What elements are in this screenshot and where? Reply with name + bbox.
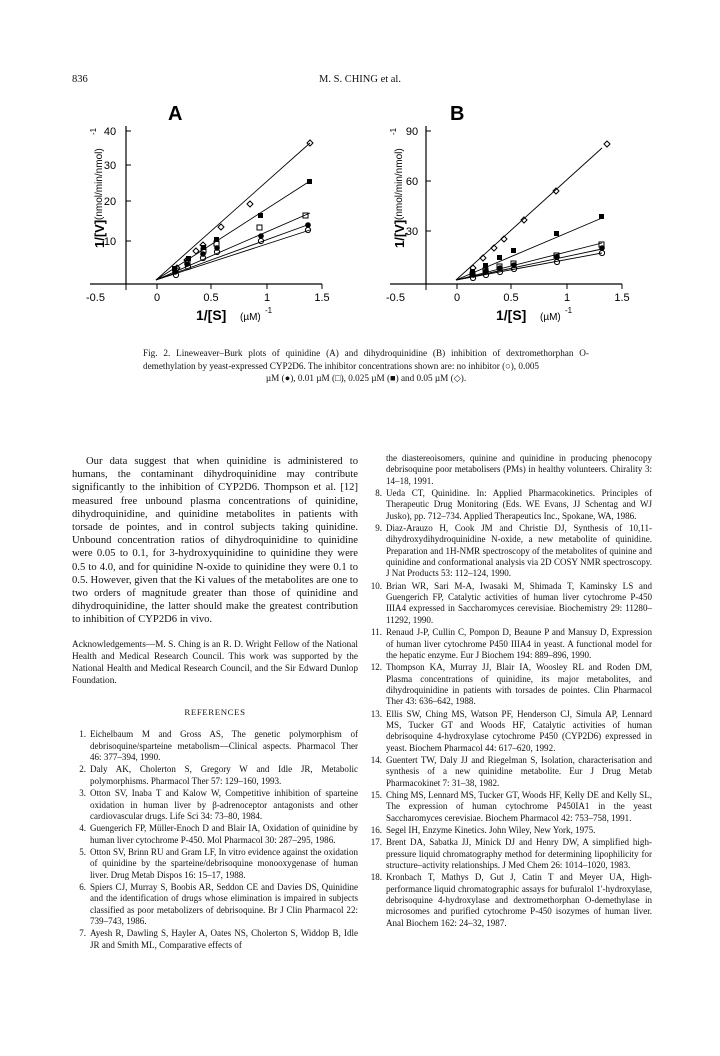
reference-number: 3.	[79, 788, 86, 799]
reference-text: Thompson KA, Murray JJ, Blair IA, Woosley RL and Roden DM, Plasma concentrations of quinidine, its major metabolites, and dihydroquinidine in patients with torsades de pointes. Clin Pharmacol Ther 43: 636–642, 1988.	[386, 662, 652, 707]
figure-caption	[143, 347, 589, 385]
panel-a	[86, 103, 330, 323]
reference-item	[366, 627, 652, 661]
reference-number: 1.	[79, 729, 86, 740]
left-column	[72, 455, 358, 952]
references-list-right	[366, 488, 652, 929]
reference-text: Brent DA, Sabatka JJ, Minick DJ and Henry DW, A simplified high-pressure liquid chromatography method for determining lipophilicity for structure–activity relationships. J Med Chem 26: 1014–1020, 1983.	[386, 837, 652, 871]
acknowledgements: Acknowledgements—M. S. Ching is an R. D. Wright Fellow of the National Health and Medical Research Council. This work was supported by the National Health and Medical Research Council, and the Sir Edward Dunlop Foundation.	[72, 639, 358, 687]
reference-number: 11.	[371, 627, 382, 638]
a-xtick-0: 0	[153, 292, 161, 304]
a-ytick-20: 20	[103, 196, 117, 208]
references-list-left	[72, 729, 358, 951]
a-ytick-40: 40	[103, 126, 117, 138]
b-xlabel-main: 1/[S]	[496, 307, 527, 323]
reference-number: 9.	[375, 523, 382, 534]
reference-text: Ayesh R, Dawling S, Hayler A, Oates NS, Cholerton S, Widdop B, Idle JR and Smith ML, Comparative effects of	[90, 928, 358, 950]
b-ytick-30: 30	[405, 226, 419, 238]
b-xtick-15: 1.5	[614, 292, 630, 304]
reference-number: 8.	[375, 488, 382, 499]
figure-svg	[86, 98, 630, 330]
reference-item	[366, 662, 652, 707]
reference-7-continuation: the diastereoisomers, quinine and quinidine in producing phenocopy debrisoquine poor metabolisers (PMs) in healthy volunteers. Chirality 3: 14–18, 1991.	[386, 453, 652, 486]
reference-text: Ching MS, Lennard MS, Tucker GT, Woods HF, Kelly DE and Kelly SL, The expression of human cytochrome P450IA1 in the yeast Saccharomyces cerevisiae. Biochem Pharmacol 42: 753–758, 1991.	[386, 789, 652, 823]
right-column	[366, 453, 652, 930]
reference-number: 2.	[79, 764, 86, 775]
b-xtick-05: 0.5	[503, 292, 519, 304]
reference-number: 7.	[79, 928, 86, 939]
reference-item	[72, 823, 358, 846]
caption-main: Fig. 2. Lineweaver–Burk plots of quinidine (A) and dihydroquinidine (B) inhibition of dextromethorphan O-demethylation by yeast-expressed CYP2D6. The inhibitor concentrations shown are: no inhibitor (○), 0.005	[143, 348, 589, 371]
reference-text: Guentert TW, Daly JJ and Riegelman S, Isolation, characterisation and synthesis of a new quinidine metabolite. Eur J Drug Metab Pharmacokinet 7: 31–38, 1982.	[386, 754, 652, 788]
reference-text: Diaz-Arauzo H, Cook JM and Christie DJ, Synthesis of 10,11-dihydroxydihydroquinidine N-oxide, a new metabolite of quinidine. Preparation and 1H-NMR spectroscopy of the metabolites of quinine and quinidine and conformational analysis via 2D COSY NMR spectroscopy. J Nat Products 53: 112–124, 1990.	[386, 523, 652, 579]
figure	[86, 98, 630, 335]
reference-item	[72, 764, 358, 787]
b-line-0.05	[456, 148, 602, 280]
reference-text: Spiers CJ, Murray S, Boobis AR, Seddon CE and Davies DS, Quinidine and the identification of drugs whose elimination is impaired in subjects classified as poor metabolizers of debrisoquine. Br J Clin Pharmacol 22: 739–743, 1986.	[90, 881, 358, 926]
reference-text: Otton SV, Brinn RU and Gram LF, In vitro evidence against the oxidation of quinidine by the sparteine/debrisoquine monooxygenase of human liver. Drug Metab Dispos 16: 15–17, 1988.	[90, 846, 358, 880]
reference-number: 4.	[79, 823, 86, 834]
reference-item	[72, 928, 358, 951]
reference-item	[366, 488, 652, 522]
reference-number: 10.	[370, 580, 382, 591]
a-ylabel-exp: -1	[89, 127, 98, 135]
reference-text: Brian WR, Sari M-A, Iwasaki M, Shimada T, Kaminsky LS and Guengerich FP, Catalytic activities of human liver cytochrome P-450 IIIA4 expressed in Saccharomyces cerevisiae. Biochemistry 29: 11280–11292, 1990.	[386, 580, 652, 625]
panel-b-label: B	[450, 103, 465, 125]
reference-item	[366, 523, 652, 580]
a-line-0.01	[156, 213, 310, 280]
a-xtick-05: 0.5	[203, 292, 219, 304]
reference-number: 17.	[370, 837, 382, 848]
b-xtick-1: 1	[563, 292, 571, 304]
running-head: M. S. CHING et al.	[319, 74, 401, 85]
a-xlabel-exp: -1	[265, 306, 273, 315]
reference-text: Kronbach T, Mathys D, Gut J, Catin T and Meyer UA, High-performance liquid chromatographic assays for bufuralol 1'-hydroxylase, debrisoquine 4-hydroxylase and dextromethorphan O-demethylase in microsomes and purified cytochrome P-450 isozymes of human liver. Anal Biochem 162: 24–32, 1987.	[386, 872, 652, 928]
reference-text: Daly AK, Cholerton S, Gregory W and Idle JR, Metabolic polymorphisms. Pharmacol Ther 57: 129–160, 1993.	[90, 764, 358, 786]
a-ytick-30: 30	[103, 160, 117, 172]
reference-text: Ellis SW, Ching MS, Watson PF, Henderson CJ, Simula AP, Lennard MS, Tucker GT and Woods HF, Catalytic activities of human debrisoquine 4-hydroxylase cytochrome P450 (CYP2D6) expressed in yeast. Biochem Pharmacol 44: 617–620, 1992.	[386, 708, 652, 753]
reference-number: 14.	[370, 754, 382, 765]
reference-item	[72, 729, 358, 763]
b-xtick-neg05: -0.5	[386, 292, 405, 304]
b-xlabel-units: (µM)	[540, 312, 561, 323]
reference-item	[72, 788, 358, 822]
reference-text: Ueda CT, Quinidine. In: Applied Pharmacokinetics. Principles of Therapeutic Drug Monitoring (Eds. WE Evans, JJ Schentag and WJ Jusko), pp. 712–734. Applied Therapeutics Inc., Spokane, WA, 1986.	[386, 488, 652, 521]
a-line-0.025	[156, 181, 310, 280]
a-xtick-1: 1	[263, 292, 271, 304]
references-heading: REFERENCES	[184, 707, 246, 718]
reference-item	[366, 755, 652, 789]
page-number: 836	[72, 74, 88, 85]
reference-item	[366, 581, 652, 626]
body-paragraph: Our data suggest that when quinidine is administered to humans, the contaminant dihydroquinidine may contribute significantly to the inhibition of CYP2D6. Thompson et al. [12] measured free unbound plasma concentrations of quinidine, dihydroquinidine, and quinidine metabolites in patients with torsade de pointes, and in control subjects taking quinidine. Unbound concentration ratios of dihydroquinidine to quinidine were 0.05 to 0.1, for 3-hydroxyquinidine to quinidine they were 0.5 to 4.0, and for quinidine N-oxide to quinidine they were 0.1 to 0.5. However, given that the Ki values of the metabolites are one to two orders of magnitude greater than those of quinidine and dihydroquinidine, the latter should make the greatest contribution to inhibition of CYP2D6 in vivo.	[72, 456, 358, 626]
b-ytick-90: 90	[405, 126, 419, 138]
reference-number: 13.	[370, 708, 382, 719]
reference-text: Eichelbaum M and Gross AS, The genetic polymorphism of debrisoquine/sparteine metabolism—Clinical aspects. Pharmacol Ther 46: 377–394, 1990.	[90, 729, 358, 763]
b-line-0.005	[456, 249, 602, 280]
page-header	[0, 74, 720, 88]
reference-text: Otton SV, Inaba T and Kalow W, Competitive inhibition of sparteine oxidation in human liver by β-adrenoceptor antagonists and other cardiovascular drugs. Life Sci 34: 73–80, 1984.	[90, 788, 358, 821]
reference-number: 15.	[370, 789, 382, 800]
a-line-0.005	[156, 224, 310, 280]
b-line-none	[456, 253, 602, 280]
reference-number: 12.	[370, 662, 382, 673]
reference-item	[366, 709, 652, 754]
a-xtick-15: 1.5	[314, 292, 330, 304]
reference-text: Guengerich FP, Müller-Enoch D and Blair IA, Oxidation of quinidine by human liver cytochrome P-450. Mol Pharmacol 30: 287–295, 1986.	[90, 823, 358, 845]
reference-number: 16.	[370, 825, 382, 835]
reference-number: 6.	[79, 881, 86, 892]
reference-text: Renaud J-P, Cullin C, Pompon D, Beaune P and Mansuy D, Expression of human liver cytochrome P450 IIIA4 in yeast. A functional model for the hepatic enzyme. Eur J Biochem 194: 889–896, 1990.	[386, 627, 652, 660]
a-xlabel-units: (µM)	[240, 312, 261, 323]
a-markers	[173, 140, 313, 278]
a-line-none	[156, 230, 310, 280]
reference-item	[366, 837, 652, 871]
b-ytick-60: 60	[405, 176, 419, 188]
b-xtick-0: 0	[453, 292, 461, 304]
a-ylabel-main: 1/[V]	[92, 219, 107, 248]
a-line-0.05	[156, 143, 310, 280]
a-ytick-10: 10	[103, 236, 117, 248]
reference-number: 5.	[79, 846, 86, 857]
b-xlabel-exp: -1	[565, 306, 573, 315]
a-ylabel-units: (nmol/min/nmol)	[94, 148, 105, 220]
b-ylabel-units: (nmol/min/nmol)	[394, 148, 405, 220]
reference-item	[72, 847, 358, 881]
a-xtick-neg05: -0.5	[86, 292, 105, 304]
panel-b	[386, 103, 630, 323]
reference-number: 18.	[370, 872, 382, 883]
reference-item	[366, 790, 652, 824]
b-markers	[470, 141, 610, 281]
reference-item	[366, 872, 652, 929]
b-ylabel-main: 1/[V]	[392, 219, 407, 248]
a-xlabel-main: 1/[S]	[196, 307, 227, 323]
caption-last-line: µM (●), 0.01 µM (□), 0.025 µM (■) and 0.05 µM (◇).	[265, 373, 467, 384]
reference-item	[72, 882, 358, 927]
reference-item	[366, 825, 652, 836]
b-ylabel-exp: -1	[389, 127, 398, 135]
panel-a-label: A	[168, 103, 183, 125]
reference-text: Segel IH, Enzyme Kinetics. John Wiley, New York, 1975.	[386, 825, 596, 835]
